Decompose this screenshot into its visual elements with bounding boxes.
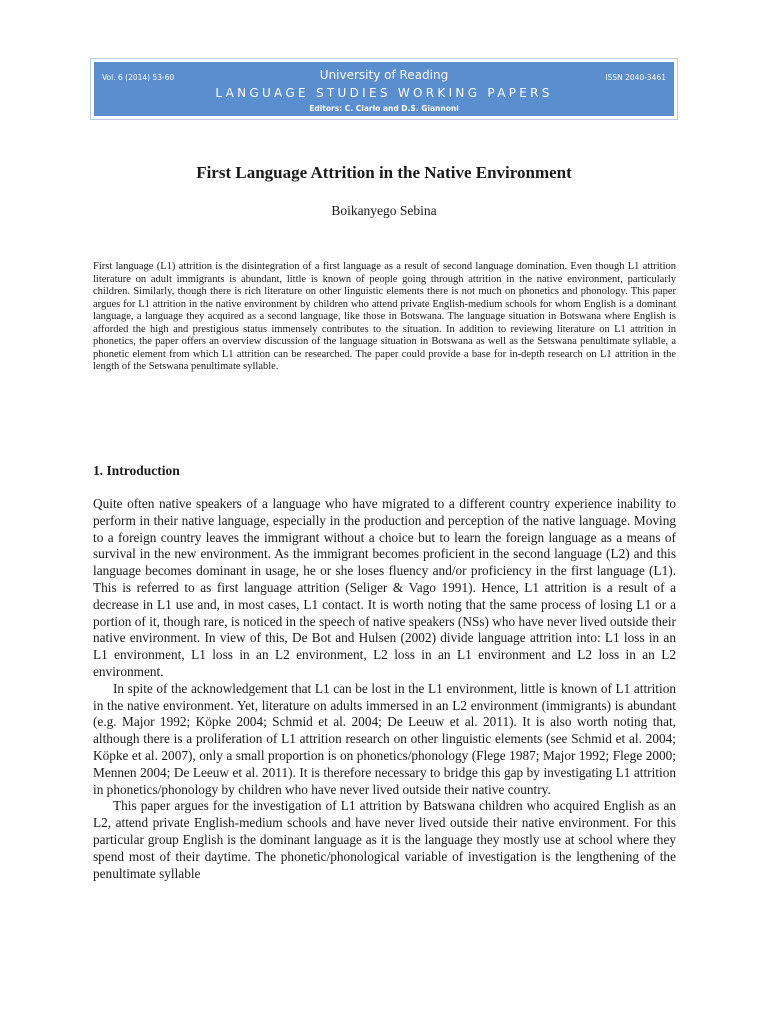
body-paragraph: Quite often native speakers of a language who have migrated to a different country experience inability to perform in their native language, especially in the production and perception of the native language. Moving to a foreign country leaves the immigrant without a choice but to learn the foreign language as a means of survival in the new environment. As the immigrant becomes proficient in the second language (L2) and this language becomes dominant in usage, he or she loses fluency and/or proficiency in the first language (L1). This is referred to as first language attrition (Seliger & Vago 1991). Hence, L1 attrition is a result of a decrease in L1 use and, in most cases, L1 contact. It is worth noting that the same process of losing L1 or a portion of it, though rare, is noticed in the speech of native speakers (NSs) who have never lived outside their native environment. In view of this, De Bot and Hulsen (2002) divide language attrition into: L1 loss in an L1 environment, L1 loss in an L2 environment, L2 loss in an L1 environment and L2 loss in an L2 environment. xyxy=(93,496,676,679)
journal-banner xyxy=(94,62,674,116)
volume-info: Vol. 6 (2014) 53-60 xyxy=(102,73,175,82)
university-name: University of Reading xyxy=(319,68,449,82)
abstract: First language (L1) attrition is the disintegration of a first language as a result of second language domination. Even though L1 attrition literature on adult immigrants is abundant, little is known of people going through attrition in the native environment, particularly children. Similarly, though there is rich literature on other linguistic elements there is not much on phonetics and phonology. This paper argues for L1 attrition in the native environment by children who attend private English-medium schools for whom English is a dominant language, a language they acquired as a second language, like those in Botswana. The language situation in Botswana where English is afforded the high and prestigious status immensely contributes to the situation. In addition to reviewing literature on L1 attrition in phonetics, the paper offers an overview discussion of the language situation in Botswana as well as the Setswana penultimate syllable, a phonetic element from which L1 attrition can be researched. The paper could provide a base for in-depth research on L1 attrition in the length of the Setswana penultimate syllable. xyxy=(93,261,676,373)
body-paragraph: In spite of the acknowledgement that L1 can be lost in the L1 environment, little is known of L1 attrition in the native environment. Yet, literature on adults immersed in an L2 environment (immigrants) is abundant (e.g. Major 1992; Köpke 2004; Schmid et al. 2004; De Leeuw et al. 2011). It is also worth noting that, although there is a proliferation of L1 attrition research on other linguistic elements (see Schmid et al. 2004; Köpke et al. 2007), only a small proportion is on phonetics/phonology (Flege 1987; Major 1992; Flege 2000; Mennen 2004; De Leeuw et al. 2011). It is therefore necessary to bridge this gap by investigating L1 attrition in phonetics/phonology by children who have never lived outside their native country. xyxy=(93,680,676,797)
journal-header xyxy=(90,58,678,120)
body-paragraph: This paper argues for the investigation of L1 attrition by Batswana children who acquired English as an L2, attend private English-medium schools and have never lived outside their native environment. For this particular group English is the dominant language as it is the language they mostly use at school where they spend most of their daytime. The phonetic/phonological variable of investigation is the lengthening of the penultimate syllable xyxy=(93,798,676,881)
author-name: Boikanyego Sebina xyxy=(331,203,437,218)
section-heading-introduction: 1. Introduction xyxy=(93,463,180,478)
introduction-body xyxy=(93,496,676,882)
paper-title: First Language Attrition in the Native Environment xyxy=(196,163,572,182)
issn-number: ISSN 2040-3461 xyxy=(605,73,666,82)
editors-line: Editors: C. Ciarlo and D.S. Giannoni xyxy=(309,104,459,113)
series-title: LANGUAGE STUDIES WORKING PAPERS xyxy=(215,86,553,100)
